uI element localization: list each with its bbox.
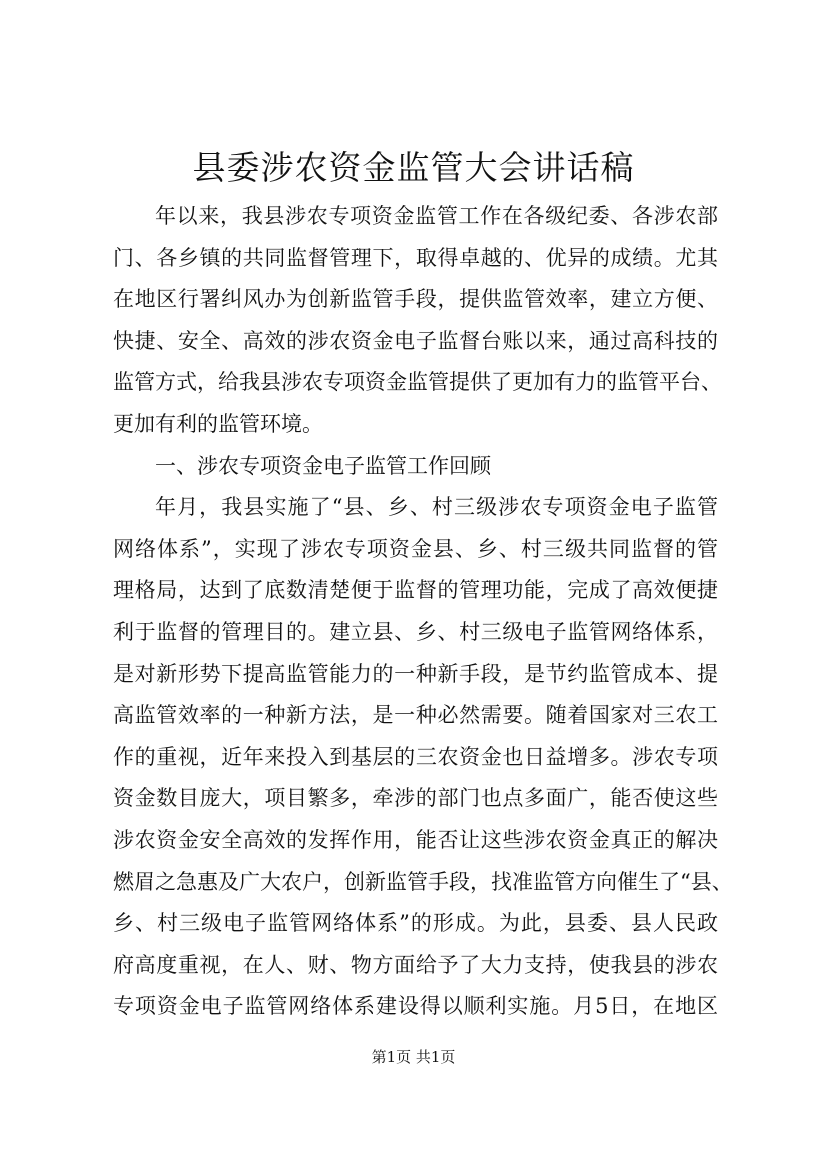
paragraph-line: 门、各乡镇的共同监督管理下，取得卓越的、优异的成绩。尤其 [113,245,718,270]
paragraph-line: 乡、村三级电子监管网络体系”的形成。为此，县委、县人民政 [113,911,718,936]
paragraph-line: 利于监督的管理目的。建立县、乡、村三级电子监管网络体系， [113,619,718,644]
paragraph-line: 监管方式，给我县涉农专项资金监管提供了更加有力的监管平台、 [113,370,722,395]
section-heading: 一、涉农专项资金电子监管工作回顾 [155,453,491,478]
document-title: 县委涉农资金监管大会讲话稿 [192,148,635,187]
paragraph-line: 年月，我县实施了“县、乡、村三级涉农专项资金电子监管 [155,495,718,520]
paragraph-line: 涉农资金安全高效的发挥作用，能否让这些涉农资金真正的解决 [113,827,718,852]
document-body [113,196,733,1028]
paragraph-line: 作的重视，近年来投入到基层的三农资金也日益增多。涉农专项 [113,744,718,769]
paragraph-line: 网络体系”，实现了涉农专项资金县、乡、村三级共同监督的管 [113,536,718,561]
paragraph-line: 高监管效率的一种新方法，是一种必然需要。随着国家对三农工 [113,703,718,728]
paragraph-line: 专项资金电子监管网络体系建设得以顺利实施。月5日，在地区 [113,994,718,1019]
paragraph-line: 理格局，达到了底数清楚便于监督的管理功能，完成了高效便捷 [113,578,718,603]
paragraph-line: 府高度重视，在人、财、物方面给予了大力支持，使我县的涉农 [113,952,718,977]
page-number-footer: 第1页 共1页 [371,1048,456,1066]
paragraph-line: 快捷、安全、高效的涉农资金电子监督台账以来，通过高科技的 [113,328,718,353]
paragraph-line: 在地区行署纠风办为创新监管手段，提供监管效率，建立方便、 [113,287,718,312]
paragraph-line: 更加有利的监管环境。 [113,411,323,436]
paragraph-line: 资金数目庞大，项目繁多，牵涉的部门也点多面广，能否使这些 [113,786,718,811]
paragraph-line: 年以来，我县涉农专项资金监管工作在各级纪委、各涉农部 [155,204,718,228]
paragraph-line: 是对新形势下提高监管能力的一种新手段，是节约监管成本、提 [113,661,718,686]
paragraph-line: 燃眉之急惠及广大农户，创新监管手段，找准监管方向催生了“县、 [113,869,733,894]
